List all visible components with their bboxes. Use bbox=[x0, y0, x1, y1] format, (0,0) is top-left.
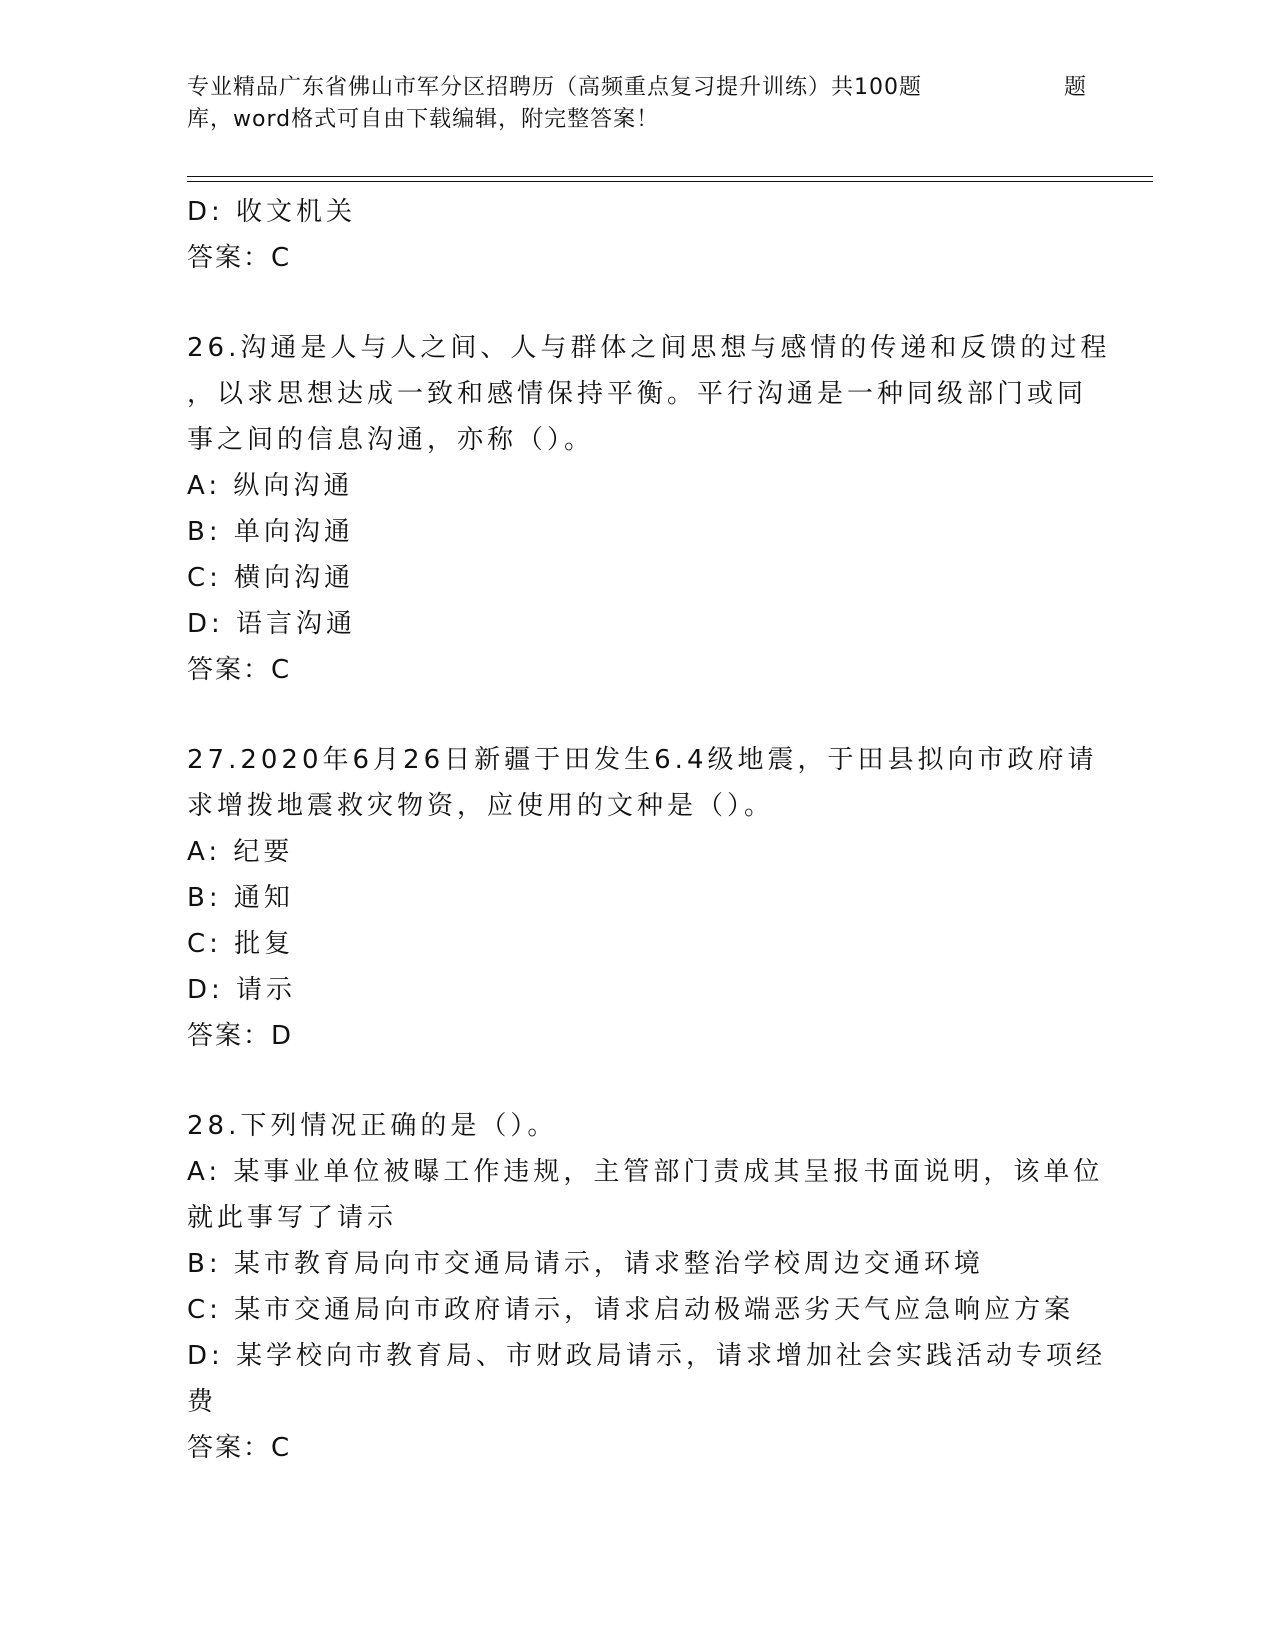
spacer bbox=[187, 1059, 1087, 1103]
page-header bbox=[187, 72, 1087, 136]
question-stem-line: 26.沟通是人与人之间、人与群体之间思想与感情的传递和反馈的过程 bbox=[187, 333, 1111, 363]
spacer bbox=[187, 281, 1087, 325]
header-divider-bottom bbox=[187, 181, 1153, 182]
header-title-tail: 题 bbox=[1063, 75, 1087, 100]
spacer bbox=[187, 693, 1087, 737]
option-a: A: 某事业单位被曝工作违规，主管部门责成其呈报书面说明，该单位 bbox=[187, 1157, 1104, 1187]
header-line-2: 库，word格式可自由下载编辑，附完整答案！ bbox=[187, 107, 660, 132]
answer-label: 答案：C bbox=[187, 1433, 292, 1463]
option-d: D: 请示 bbox=[187, 975, 297, 1005]
question-stem-line: 事之间的信息沟通，亦称（）。 bbox=[187, 425, 595, 455]
question-block-27 bbox=[187, 737, 1098, 1059]
option-d: D: 收文机关 bbox=[187, 197, 357, 227]
question-block-25 bbox=[187, 189, 1087, 281]
question-stem-line: 27.2020年6月26日新疆于田发生6.4级地震，于田县拟向市政府请 bbox=[187, 745, 1098, 775]
option-a: A: 纪要 bbox=[187, 837, 294, 867]
option-d: D: 某学校向市教育局、市财政局请示，请求增加社会实践活动专项经 bbox=[187, 1341, 1107, 1371]
option-a-continued: 就此事写了请示 bbox=[187, 1203, 398, 1233]
header-title-text: 专业精品广东省佛山市军分区招聘历（高频重点复习提升训练）共100题 bbox=[187, 75, 922, 100]
header-divider-top bbox=[187, 176, 1153, 177]
header-line-1 bbox=[187, 72, 1087, 104]
question-block-26 bbox=[187, 325, 1111, 693]
option-b: B: 某市教育局向市交通局请示，请求整治学校周边交通环境 bbox=[187, 1249, 984, 1279]
option-b: B: 单向沟通 bbox=[187, 517, 354, 547]
option-a: A: 纵向沟通 bbox=[187, 471, 354, 501]
option-d-continued: 费 bbox=[187, 1387, 218, 1417]
question-stem-line: ，以求思想达成一致和感情保持平衡。平行沟通是一种同级部门或同 bbox=[187, 379, 1088, 409]
option-c: C: 某市交通局向市政府请示，请求启动极端恶劣天气应急响应方案 bbox=[187, 1295, 1075, 1325]
question-stem-line: 求增拨地震救灾物资，应使用的文种是（）。 bbox=[187, 791, 775, 821]
option-c: C: 横向沟通 bbox=[187, 563, 355, 593]
question-list bbox=[187, 189, 1111, 1471]
option-b: B: 通知 bbox=[187, 883, 294, 913]
answer-label: 答案：C bbox=[187, 655, 292, 685]
answer-label: 答案：C bbox=[187, 243, 292, 273]
question-stem-line: 28.下列情况正确的是（）。 bbox=[187, 1111, 558, 1141]
answer-label: 答案：D bbox=[187, 1021, 294, 1051]
option-c: C: 批复 bbox=[187, 929, 295, 959]
question-block-28 bbox=[187, 1103, 1107, 1471]
option-d: D: 语言沟通 bbox=[187, 609, 357, 639]
